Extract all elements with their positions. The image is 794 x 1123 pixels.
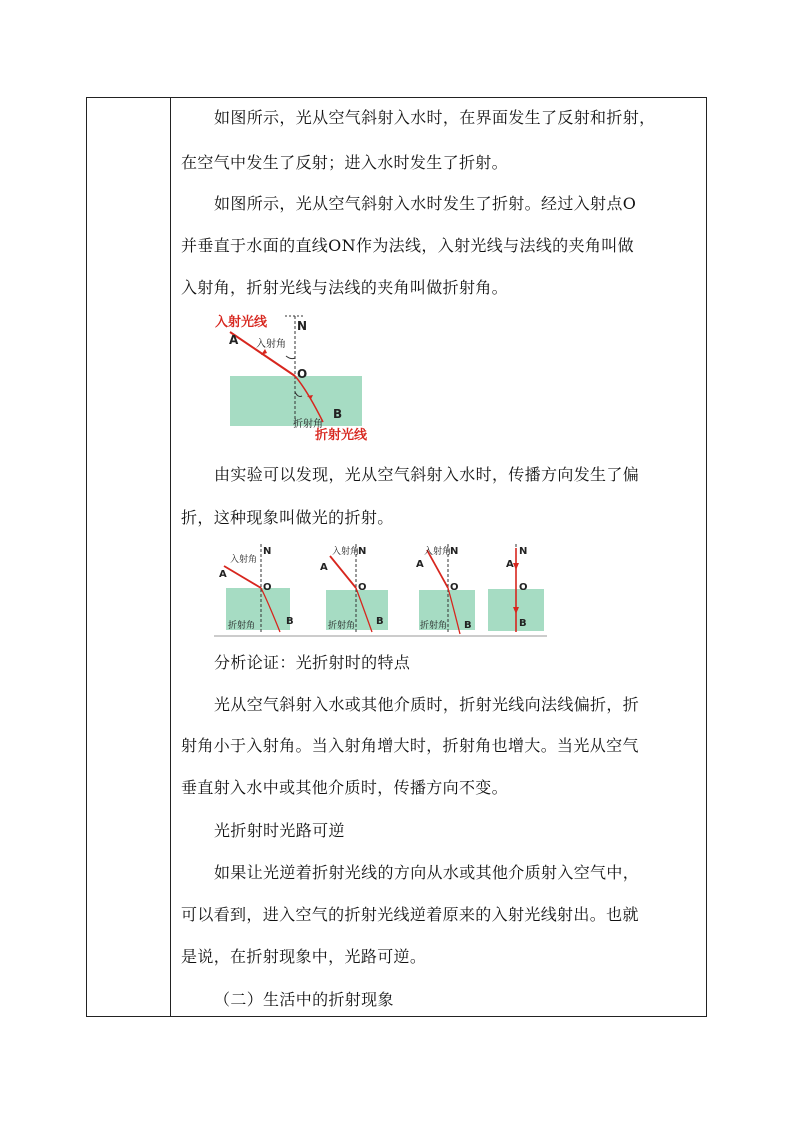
svg-text:A: A xyxy=(320,562,328,573)
paragraph-line: 如图所示，光从空气斜射入水时，在界面发生了反射和折射， xyxy=(214,108,656,127)
angle-arc xyxy=(286,356,295,359)
svg-text:B: B xyxy=(376,616,384,627)
refracted-ray-label: 折射光线 xyxy=(315,428,368,443)
paragraph-line: 光从空气斜射入水或其他介质时，折射光线向法线偏折，折 xyxy=(214,695,640,714)
paragraph-line: 由实验可以发现，光从空气斜射入水时，传播方向发生了偏 xyxy=(214,465,640,484)
svg-text:折射角: 折射角 xyxy=(328,621,356,631)
svg-text:A: A xyxy=(506,559,514,570)
paragraph-line: 并垂直于水面的直线ON作为法线，入射光线与法线的夹角叫做 xyxy=(181,236,634,255)
svg-text:入射角: 入射角 xyxy=(332,547,360,557)
content-table xyxy=(86,97,707,1017)
refraction-angle-series xyxy=(214,542,549,638)
paragraph-line: 在空气中发生了反射；进入水时发生了折射。 xyxy=(181,153,509,172)
svg-text:B: B xyxy=(519,618,527,629)
series-panel xyxy=(320,544,388,632)
column-divider xyxy=(170,98,171,1016)
paragraph-line: 如果让光逆着折射光线的方向从水或其他介质射入空气中， xyxy=(214,863,640,882)
svg-text:O: O xyxy=(358,582,367,593)
series-panel xyxy=(416,544,475,634)
paragraph-line: 垂直射入水中或其他介质时，传播方向不变。 xyxy=(181,778,509,797)
svg-text:N: N xyxy=(450,546,459,557)
point-o-label: O xyxy=(297,367,308,381)
series-panel xyxy=(219,544,294,632)
svg-text:折射角: 折射角 xyxy=(228,621,256,631)
svg-text:B: B xyxy=(464,620,472,631)
svg-text:N: N xyxy=(358,546,367,557)
section-heading: 分析论证：光折射时的特点 xyxy=(214,653,411,672)
svg-text:入射角: 入射角 xyxy=(424,547,452,557)
svg-text:折射角: 折射角 xyxy=(420,621,448,631)
point-b-label: B xyxy=(333,407,343,421)
point-n-label: N xyxy=(297,319,308,333)
paragraph-line: 射角小于入射角。当入射角增大时，折射角也增大。当光从空气 xyxy=(181,736,639,755)
point-a-label: A xyxy=(229,333,239,347)
paragraph-line: 是说，在折射现象中，光路可逆。 xyxy=(181,947,427,966)
svg-text:O: O xyxy=(263,582,272,593)
svg-text:O: O xyxy=(450,582,459,593)
paragraph-line: 如图所示，光从空气斜射入水时发生了折射。经过入射点O xyxy=(214,194,637,213)
svg-text:B: B xyxy=(286,616,294,627)
section-heading: （二）生活中的折射现象 xyxy=(214,990,394,1009)
paragraph-line: 入射角，折射光线与法线的夹角叫做折射角。 xyxy=(181,278,509,297)
svg-text:N: N xyxy=(519,546,528,557)
incident-angle-label: 入射角 xyxy=(256,339,286,350)
paragraph-line: 可以看到，进入空气的折射光线逆着原来的入射光线射出。也就 xyxy=(181,905,639,924)
svg-text:A: A xyxy=(219,569,227,580)
incident-ray-label: 入射光线 xyxy=(215,315,268,330)
svg-text:O: O xyxy=(519,582,528,593)
paragraph-line: 折，这种现象叫做光的折射。 xyxy=(181,508,394,527)
section-heading: 光折射时光路可逆 xyxy=(214,821,345,840)
refraction-diagram xyxy=(215,312,375,447)
series-panel xyxy=(488,544,544,632)
svg-text:N: N xyxy=(263,546,272,557)
svg-text:入射角: 入射角 xyxy=(230,555,258,565)
refraction-angle-label: 折射角 xyxy=(293,419,323,430)
svg-text:A: A xyxy=(416,559,424,570)
